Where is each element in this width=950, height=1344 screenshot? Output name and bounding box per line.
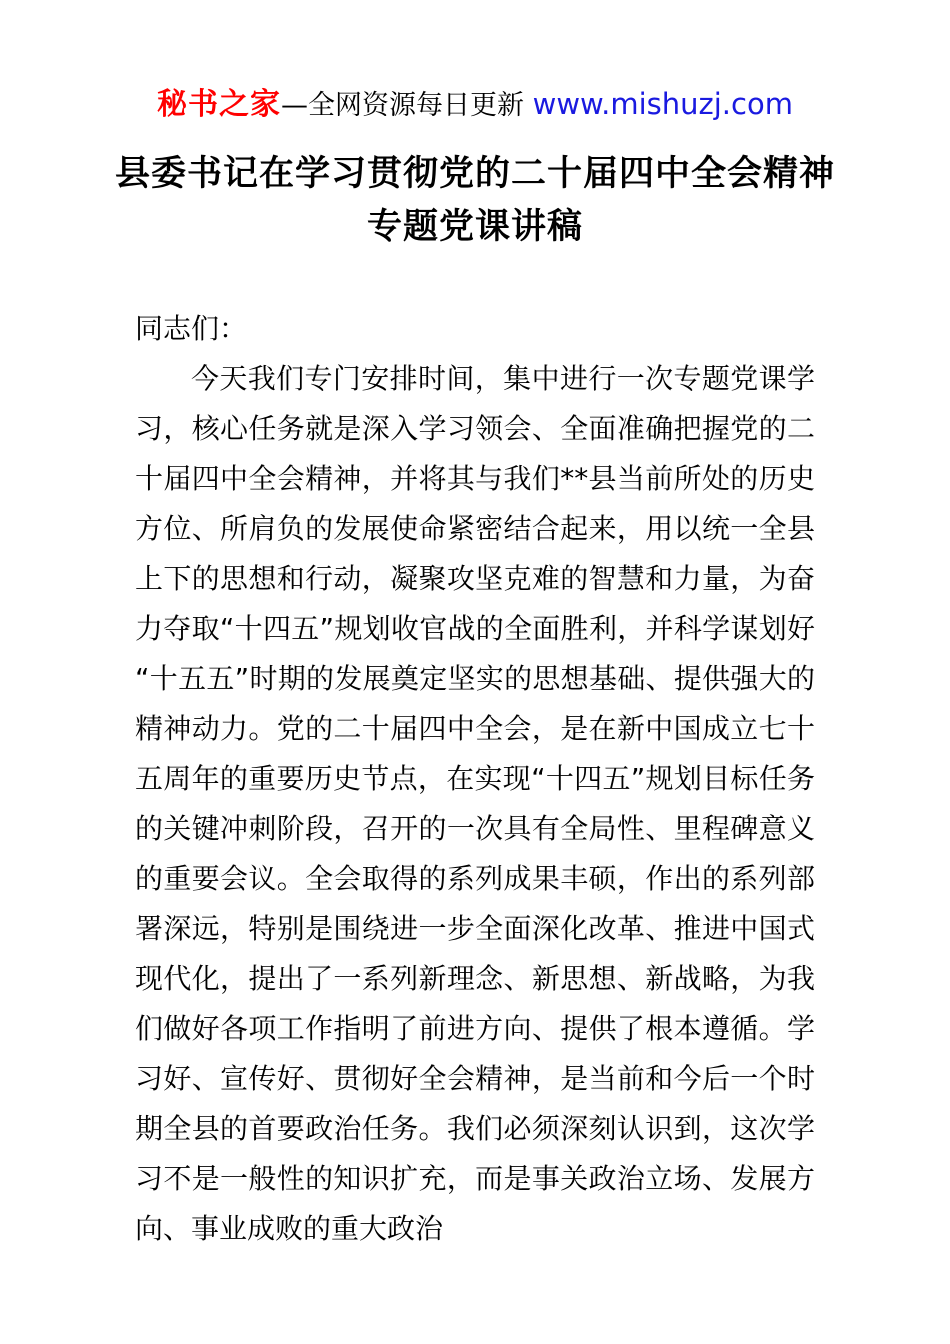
document-body xyxy=(135,304,815,1254)
site-header xyxy=(0,0,950,124)
body-paragraph: 今天我们专门安排时间，集中进行一次专题党课学习，核心任务就是深入学习领会、全面准确把握党的二十届四中全会精神，并将其与我们**县当前所处的历史方位、所肩负的发展使命紧密结合起来，用以统一全县上下的思想和行动，凝聚攻坚克难的智慧和力量，为奋力夺取“十四五”规划收官战的全面胜利，并科学谋划好“十五五”时期的发展奠定坚实的思想基础、提供强大的精神动力。党的二十届四中全会，是在新中国成立七十五周年的重要历史节点，在实现“十四五”规划目标任务的关键冲刺阶段，召开的一次具有全局性、里程碑意义的重要会议。全会取得的系列成果丰硕，作出的系列部署深远，特别是围绕进一步全面深化改革、推进中国式现代化，提出了一系列新理念、新思想、新战略，为我们做好各项工作指明了前进方向、提供了根本遵循。学习好、宣传好、贯彻好全会精神，是当前和今后一个时期全县的首要政治任务。我们必须深刻认识到，这次学习不是一般性的知识扩充，而是事关政治立场、发展方向、事业成败的重大政治 xyxy=(135,362,815,1245)
salutation: 同志们： xyxy=(135,312,248,345)
site-brand: 秘书之家 xyxy=(157,87,282,122)
document-title-line-1: 县委书记在学习贯彻党的二十届四中全会精神 xyxy=(114,154,835,194)
site-tagline: —全网资源每日更新 xyxy=(281,90,533,121)
site-url-link[interactable]: www.mishuzj.com xyxy=(532,87,793,121)
document-title xyxy=(85,148,865,254)
document-title-line-2: 专题党课讲稿 xyxy=(366,207,583,247)
